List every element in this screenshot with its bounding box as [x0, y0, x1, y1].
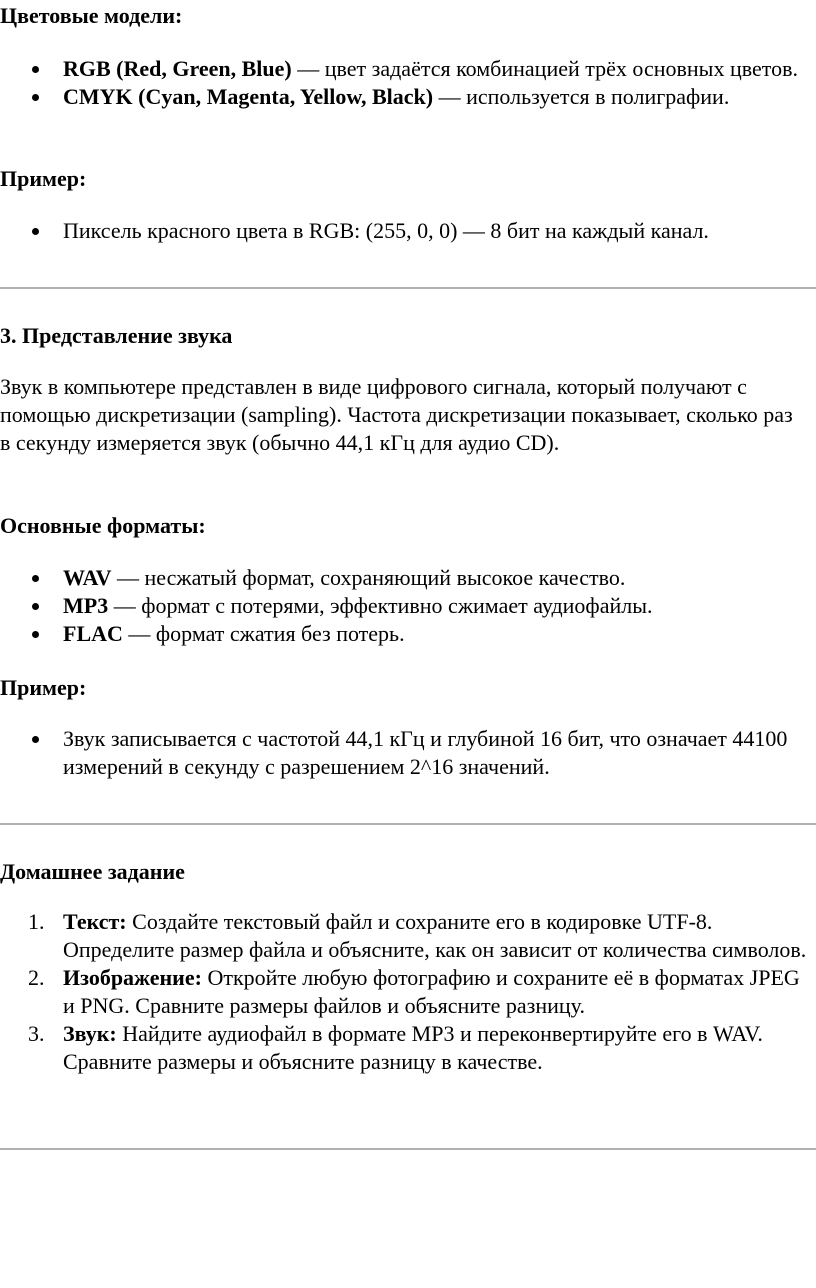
list-item-text: Создайте текстовый файл и сохраните его в кодировке UTF-8. Определите размер файла и объясните, как он зависит от количества символов.: [63, 909, 807, 962]
list-item-term: RGB (Red, Green, Blue): [63, 56, 292, 81]
list-item-number: 2.: [28, 965, 45, 990]
sound-paragraph: Звук в компьютере представлен в виде цифрового сигнала, который получают с помощью дискретизации (sampling). Частота дискретизации показывает, сколько раз в секунду измеряется звук (обычно 44,1 кГц для аудио CD).: [0, 374, 793, 455]
sound-example-list: [0, 725, 816, 781]
list-item-term: Звук:: [63, 1021, 117, 1046]
list-item-text: — используется в полиграфии.: [433, 84, 730, 109]
list-item-term: MP3: [63, 593, 109, 618]
list-item-term: Изображение:: [63, 965, 202, 990]
formats-list: [0, 564, 816, 648]
list-item: [0, 564, 813, 592]
section-divider: [0, 823, 816, 825]
color-models-list: [0, 55, 816, 111]
color-example-heading: Пример:: [0, 166, 87, 191]
sound-heading: 3. Представление звука: [0, 323, 233, 348]
color-models-heading: Цветовые модели:: [0, 3, 183, 28]
homework-list: [0, 908, 816, 1076]
list-item-term: FLAC: [63, 621, 123, 646]
list-item: [0, 592, 813, 620]
list-item-text: Откройте любую фотографию и сохраните её в форматах JPEG и PNG. Сравните размеры файлов и объясните разницу.: [63, 965, 800, 1018]
list-item-number: 3.: [28, 1021, 45, 1046]
list-item-term: WAV: [63, 565, 112, 590]
list-item-text: — формат с потерями, эффективно сжимает аудиофайлы.: [108, 593, 653, 618]
list-item-text: — несжатый формат, сохраняющий высокое качество.: [111, 565, 626, 590]
list-item: [0, 964, 813, 1020]
list-item: [0, 55, 813, 83]
list-item-text: — цвет задаётся комбинацией трёх основных цветов.: [291, 56, 798, 81]
list-item-number: 1.: [28, 909, 45, 934]
section-divider: [0, 1148, 816, 1150]
sound-example-heading: Пример:: [0, 675, 87, 700]
list-item: [0, 620, 813, 648]
list-item: Звук записывается с частотой 44,1 кГц и глубиной 16 бит, что означает 44100 измерений в секунду с разрешением 2^16 значений.: [0, 725, 813, 781]
list-item: [0, 1020, 813, 1076]
formats-heading: Основные форматы:: [0, 513, 206, 538]
list-item-term: CMYK (Cyan, Magenta, Yellow, Black): [63, 84, 434, 109]
section-divider: [0, 287, 816, 289]
list-item: [0, 83, 813, 111]
list-item-term: Текст:: [63, 909, 127, 934]
list-item-text: — формат сжатия без потерь.: [122, 621, 405, 646]
list-item-text: Найдите аудиофайл в формате MP3 и переконвертируйте его в WAV. Сравните размеры и объясните разницу в качестве.: [63, 1021, 763, 1074]
homework-heading: Домашнее задание: [0, 859, 185, 884]
list-item: Пиксель красного цвета в RGB: (255, 0, 0) — 8 бит на каждый канал.: [0, 217, 813, 245]
list-item: [0, 908, 813, 964]
color-example-list: [0, 217, 816, 245]
